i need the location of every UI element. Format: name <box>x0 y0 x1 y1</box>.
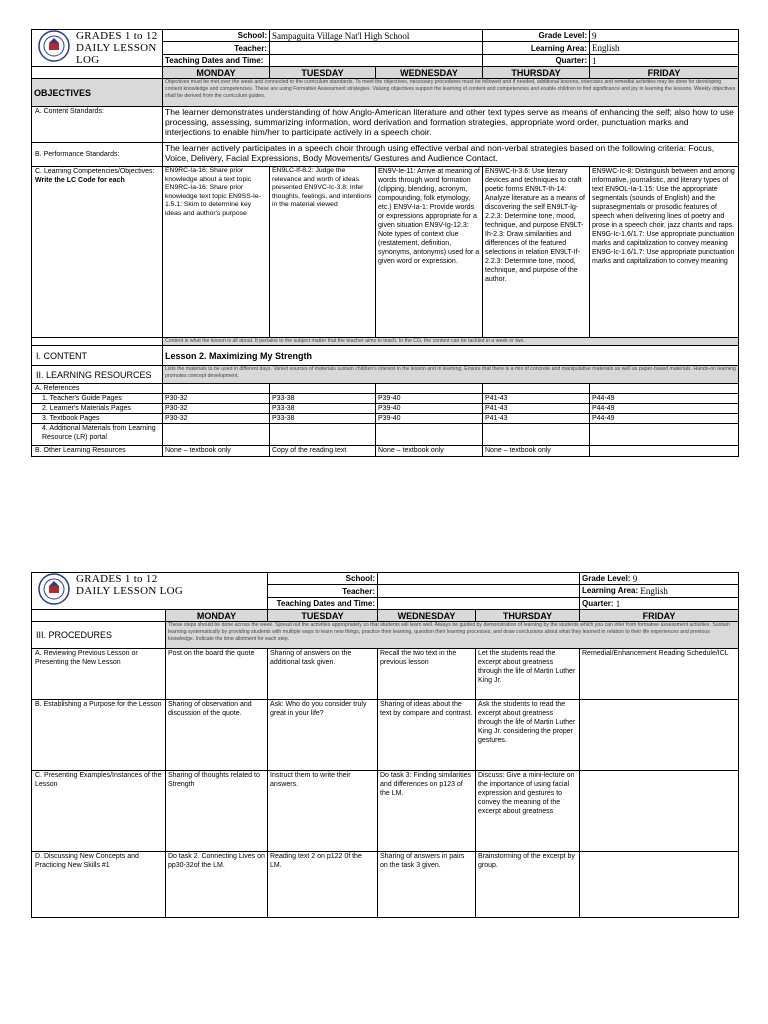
log2-quarter-label: Quarter: <box>582 598 614 608</box>
ref-row-label: Textbook Pages <box>49 415 100 422</box>
ref-cell: P41-43 <box>483 414 590 424</box>
log2-day-friday: FRIDAY <box>580 610 739 622</box>
ref-cell: P30-32 <box>163 394 270 404</box>
additional-materials-marker: 4. <box>42 425 48 432</box>
log-title-line3: LOG <box>76 54 100 66</box>
procedure-cell: Instruct them to write their answers. <box>268 771 378 852</box>
log2-area-cell <box>580 585 739 598</box>
procedure-cell: Sharing of answers on the additional task given. <box>268 649 378 700</box>
performance-standards-label: Performance Standards: <box>43 151 120 158</box>
competencies-tuesday: EN9LC-If-8.2: Judge the relevance and worth of ideas presented EN9VC-Ic-3.8: Infer thoughts, feelings, and intentions in the material viewed <box>270 167 376 338</box>
procedure-cell: Sharing of thoughts related to Strength <box>166 771 268 852</box>
ref-cell: P33-38 <box>270 404 376 414</box>
ref-cell: P44-49 <box>590 394 739 404</box>
day-header-tuesday: TUESDAY <box>270 67 376 79</box>
content-standards-text: The learner demonstrates understanding of how Anglo-American literature and other text types serve as means of enhancing the self; also how to use processing, assessing, summarizing information, word derivation and formation strategies, appropriate word order, punctuation marks and interjections to enable him/her to participate actively in a speech choir. <box>163 107 739 143</box>
daily-lesson-log-table-1 <box>31 29 739 457</box>
procedure-cell: Brainstorming of the excerpt by group. <box>476 852 580 918</box>
performance-standards-label-cell <box>32 143 163 167</box>
teacher-label: Teacher: <box>163 42 270 55</box>
log2-area-value: English <box>640 586 668 596</box>
procedures-note: These steps should be done across the week. Spread out the activities appropriately so that students will learn well. Always be guided by demonstration of learning by the students which you can infer from formative assessment activities. Sustain learning systematically by providing students with multiple ways to learn new things, practice their learning, question their learning processes, and draw conclusions about what they learned in relation to their life experiences and previous knowledge. Indicate the time allotment for each step. <box>166 622 739 649</box>
procedure-cell: Ask the students to read the excerpt about greatness through the life of Martin Luther King Jr. considering the proper gestures. <box>476 700 580 771</box>
procedure-cell: Sharing of observation and discussion of the quote. <box>166 700 268 771</box>
content-note: Content is what the lesson is all about. It pertains to the subject matter that the teacher aims to teach. In the CG, the content can be tackled in a week or two. <box>163 338 739 346</box>
procedure-cell: Do task 3: Finding similarities and differences on p123 of the LM. <box>378 771 476 852</box>
additional-materials-label-cell <box>32 424 163 446</box>
procedure-cell <box>580 771 739 852</box>
ref-cell: P39-40 <box>376 404 483 414</box>
ref-row-marker: 1. <box>42 395 48 402</box>
learning-competencies-label-cell <box>32 167 163 338</box>
procedure-row-marker: A. <box>35 650 42 657</box>
ref-cell: P44-49 <box>590 404 739 414</box>
procedure-row-label-cell <box>32 700 166 771</box>
ref-cell: P41-43 <box>483 404 590 414</box>
school-label: School: <box>163 30 270 42</box>
grade-level-value: 9 <box>590 30 739 42</box>
log2-title-line2: DAILY LESSON LOG <box>76 585 184 597</box>
log-title-line2: DAILY LESSON <box>76 42 157 54</box>
procedure-row-label: Establishing a Purpose for the Lesson <box>43 701 162 708</box>
ref-row-marker: 3. <box>42 415 48 422</box>
log2-day-monday: MONDAY <box>166 610 268 622</box>
procedure-row-label-cell <box>32 649 166 700</box>
competencies-thursday: EN9WC-Ii-3.6: Use literary devices and techniques to craft poetic forms EN9LT-Ih-14: Analyze literature as a means of discovering the self EN9LT-Ig-2.2.3: Determine tone, mood, technique, and purpose EN9LT-Ih-2.3: Draw similarities and differences of the featured selections in relation EN9LT-If-2.2.3: Determine tone, mood, technique, and purpose of the author. <box>483 167 590 338</box>
competencies-monday: EN9RC-Ia-16: Share prior knowledge about a text topic EN9RC-Ia-16: Share prior knowledge text topic EN9SS-Ie-1.5.1: Skim to determine key ideas and author's purpose <box>163 167 270 338</box>
grade-level-label: Grade Level: <box>483 30 590 42</box>
log2-day-wednesday: WEDNESDAY <box>378 610 476 622</box>
procedure-row-label-cell <box>32 852 166 918</box>
blank-corner-cell <box>32 67 163 79</box>
competencies-wednesday: EN9V-Ie-11: Arrive at meaning of words through word formation (clipping, blending, acronym, compounding, folk etymology, etc.) EN9V-Ia-1: Provide words or expressions appropriate for a given situation EN9V-Ig-12.3: Note types of context clue (restatement, definition, synonyms, antonyms) used for a given word or expression. <box>376 167 483 338</box>
ref-row-label: Teacher's Guide Pages <box>49 395 122 402</box>
ref-cell: P30-32 <box>163 414 270 424</box>
other-resources-label: B. Other Learning Resources <box>32 446 163 457</box>
procedures-section-label: III. PROCEDURES <box>32 622 166 649</box>
log2-blank-corner <box>32 610 166 622</box>
log2-dates-label: Teaching Dates and Time: <box>268 598 378 610</box>
log2-grade-value: 9 <box>632 573 638 584</box>
log-header-title-cell <box>32 30 163 67</box>
procedure-row-label-cell <box>32 771 166 852</box>
content-note-blank <box>32 338 163 346</box>
ref-cell: P41-43 <box>483 394 590 404</box>
procedure-cell: Ask: Who do you consider truly great in your life? <box>268 700 378 771</box>
day-header-monday: MONDAY <box>163 67 270 79</box>
log2-school-value <box>378 573 580 585</box>
ref-row-label-cell <box>32 404 163 414</box>
ref-cell: P30-32 <box>163 404 270 414</box>
day-header-friday: FRIDAY <box>590 67 739 79</box>
log2-grade-cell <box>580 573 739 585</box>
procedure-cell: Discuss: Give a mini-lecture on the importance of using facial expression and gestures to convey the meaning of the excerpt about greatness <box>476 771 580 852</box>
log2-day-thursday: THURSDAY <box>476 610 580 622</box>
procedure-row-marker: D. <box>35 853 42 860</box>
ref-row-label: Learner's Materials Pages <box>49 405 131 412</box>
procedure-cell: Reading text 2 on p122 0f the LM. <box>268 852 378 918</box>
references-label: A. References <box>32 384 163 394</box>
daily-lesson-log-table-2 <box>31 572 739 918</box>
teacher-value <box>270 42 483 55</box>
procedure-row-label: Discussing New Concepts and Practicing New Skills #1 <box>35 853 139 869</box>
procedure-row-label: Reviewing Previous Lesson or Presenting the New Lesson <box>35 650 138 666</box>
learning-resources-note: Lists the materials to be used in different days. Varied sources of materials sustain children's interest in the lesson and in learning. Ensure that there is a mix of concrete and manipulative materials as well as paper-based materials. Hands-on learning promotes concept development. <box>163 366 739 384</box>
log2-title-line1: GRADES 1 to 12 <box>76 573 158 585</box>
procedure-cell: Sharing of answers in pairs on the task 3 given. <box>378 852 476 918</box>
learning-competencies-sublabel: Write the LC Code for each <box>35 177 125 184</box>
objectives-section-label: OBJECTIVES <box>32 79 163 107</box>
school-value: Sampaguita Village Nat'l High School <box>270 30 483 42</box>
procedure-cell: Let the students read the excerpt about greatness through the life of Martin Luther King Jr. <box>476 649 580 700</box>
procedure-cell: Recall the two text in the previous lesson <box>378 649 476 700</box>
day-header-thursday: THURSDAY <box>483 67 590 79</box>
log2-header-title-cell <box>32 573 268 610</box>
procedure-cell <box>580 852 739 918</box>
procedure-cell: Remedial/Enhancement Reading Schedule/ICL <box>580 649 739 700</box>
other-resources-cell: None – textbook only <box>163 446 270 457</box>
deped-seal-icon <box>38 30 70 62</box>
objectives-note: Objectives must be met over the week and connected to the curriculum standards. To meet the objectives, necessary procedures must be followed and if needed, additional lessons, exercises and remedial activities may be done for developing content knowledge and competencies. These are using Formative Assessment strategies. Valuing objectives support the learning of content and competencies and enable children to find significance and joy in learning the lessons. Weekly objectives shall be derived from the curriculum guides. <box>163 79 739 107</box>
procedure-row-label: Presenting Examples/Instances of the Lesson <box>35 772 162 788</box>
log2-teacher-value <box>378 585 580 598</box>
teaching-dates-label: Teaching Dates and Time: <box>163 55 270 67</box>
ref-cell: P39-40 <box>376 414 483 424</box>
learning-competencies-marker: C. <box>35 168 42 175</box>
learning-area-label: Learning Area: <box>483 42 590 55</box>
learning-area-value: English <box>590 42 739 55</box>
deped-seal-icon <box>38 573 70 605</box>
content-standards-label-cell <box>32 107 163 143</box>
other-resources-cell <box>590 446 739 457</box>
performance-standards-marker: B. <box>35 151 42 158</box>
content-standards-marker: A. <box>35 108 42 115</box>
procedure-cell <box>580 700 739 771</box>
performance-standards-text: The learner actively participates in a speech choir through using effective verbal and non-verbal strategies based on the following criteria: Focus, Voice, Delivery, Facial Expressions, Body Movements/ Gestures and Audience Contact. <box>163 143 739 167</box>
teaching-dates-value <box>270 55 483 67</box>
ref-cell: P39-40 <box>376 394 483 404</box>
log2-quarter-value: 1 <box>615 598 621 609</box>
learning-resources-section-label: II. LEARNING RESOURCES <box>32 366 163 384</box>
additional-materials-label: Additional Materials from Learning Resource (LR) portal <box>42 425 156 441</box>
content-standards-label: Content Standards: <box>43 108 104 115</box>
log2-day-tuesday: TUESDAY <box>268 610 378 622</box>
ref-cell: P33-38 <box>270 414 376 424</box>
log2-school-label: School: <box>268 573 378 585</box>
procedure-cell: Do task 2. Connecting Lives on pp30-32of the LM. <box>166 852 268 918</box>
ref-cell: P33-38 <box>270 394 376 404</box>
content-lesson-title: Lesson 2. Maximizing My Strength <box>163 346 739 366</box>
procedure-cell: Post on the board the quote <box>166 649 268 700</box>
other-resources-cell: Copy of the reading text <box>270 446 376 457</box>
content-section-label: I. CONTENT <box>32 346 163 366</box>
ref-row-label-cell <box>32 414 163 424</box>
log-title-line1: GRADES 1 to 12 <box>76 30 158 42</box>
log2-area-label: Learning Area: <box>582 586 639 596</box>
competencies-friday: EN9WC-Ic-8: Distinguish between and among informative, journalistic, and literary types of text EN9OL-Ia-1.15: Use the appropriate segmentals (sounds of English) and the suprasegmentals or prosodic features of speech when delivering lines of poetry and prose in a speech choir, jazz chants and raps. EN9G-Ic-1.6/1.7: Use appropriate punctuation marks and capitalization to convey meaning EN9G-Ic-1.6/1.7: Use appropriate punctuation marks and capitalization to convey meaning <box>590 167 739 338</box>
procedure-row-marker: B. <box>35 701 42 708</box>
learning-competencies-label: Learning Competencies/Objectives: <box>43 168 155 175</box>
log2-grade-label: Grade Level: <box>582 573 631 583</box>
procedure-row-marker: C. <box>35 772 42 779</box>
log2-teacher-label: Teacher: <box>268 585 378 598</box>
day-header-wednesday: WEDNESDAY <box>376 67 483 79</box>
other-resources-cell: None – textbook only <box>483 446 590 457</box>
ref-cell: P44-49 <box>590 414 739 424</box>
other-resources-cell: None – textbook only <box>376 446 483 457</box>
log2-quarter-cell <box>580 598 739 610</box>
procedure-cell: Sharing of ideas about the text by compare and contrast. <box>378 700 476 771</box>
quarter-value: 1 <box>590 55 739 67</box>
log2-dates-value <box>378 598 580 610</box>
ref-row-label-cell <box>32 394 163 404</box>
quarter-label: Quarter: <box>483 55 590 67</box>
ref-row-marker: 2. <box>42 405 48 412</box>
